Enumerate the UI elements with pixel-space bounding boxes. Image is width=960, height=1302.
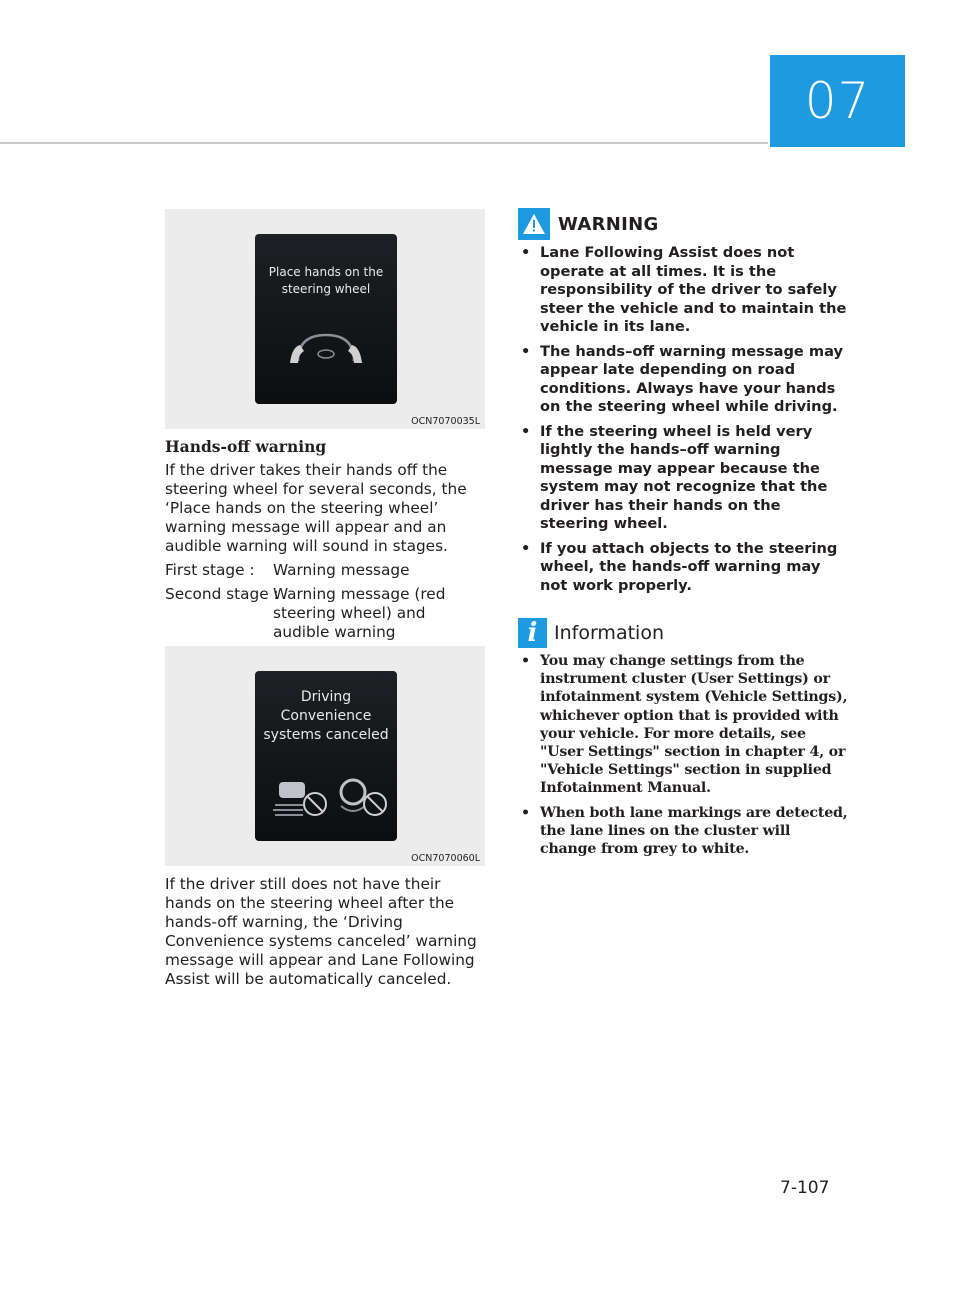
warning-list (518, 244, 848, 601)
information-list (518, 652, 848, 864)
stage-value: Warning message (273, 561, 410, 579)
information-header (518, 617, 664, 649)
figure-hands-on-warning (165, 209, 485, 429)
warning-header (518, 208, 659, 240)
cluster-screen (255, 234, 397, 404)
car-disabled-icon (273, 776, 329, 820)
hands-on-wheel-icon (286, 329, 366, 369)
chapter-tab: 07 (770, 55, 905, 147)
warning-title: WARNING (558, 213, 659, 235)
information-item: • When both lane markings are detected, the lane lines on the cluster will change from grey to white. (518, 804, 848, 859)
figure-systems-canceled (165, 646, 485, 866)
stage-label: First stage : (165, 561, 255, 579)
cluster-message: Place hands on the steering wheel (268, 265, 384, 296)
warning-item: • The hands–off warning message may appear late depending on road conditions. Always have your hands on the steering wheel while driving. (518, 343, 848, 417)
stage-value: Warning message (red steering wheel) and audible warning (273, 585, 446, 641)
warning-item: • If you attach objects to the steering wheel, the hands-off warning may not work properly. (518, 540, 848, 596)
cluster-screen (255, 671, 397, 841)
paragraph: If the driver still does not have their hands on the steering wheel after the hands-off warning, the ‘Driving Convenience systems canceled’ warning message will appear and Lane Following Assist will be automatically canceled. (165, 875, 477, 988)
figure-code: OCN7070035L (411, 416, 480, 427)
warning-item: • Lane Following Assist does not operate at all times. It is the responsibility of the driver to safely steer the vehicle and to maintain the vehicle in its lane. (518, 244, 848, 337)
warning-item: • If the steering wheel is held very lightly the hands–off warning message may appear because the system may not recognize that the driver has their hands on the steering wheel. (518, 423, 848, 534)
page-number: 7-107 (780, 1178, 830, 1198)
steering-disabled-icon (335, 776, 391, 820)
figure-code: OCN7070060L (411, 853, 480, 864)
paragraph: If the driver takes their hands off the steering wheel for several seconds, the ‘Place hands on the steering wheel’ warning message will appear and an audible warning will sound in stages. (165, 461, 467, 555)
header-rule (0, 142, 768, 144)
info-icon: i (518, 618, 547, 648)
warning-triangle-icon (518, 208, 550, 240)
information-title: Information (554, 622, 664, 644)
cluster-message: Driving Convenience systems canceled (263, 689, 389, 743)
stage-label: Second stage : (165, 585, 279, 603)
information-item: • You may change settings from the instrument cluster (User Settings) or infotainment system (Vehicle Settings), whichever option that is provided with your vehicle. For more details, see "User Settings" section in chapter 4, or "Vehicle Settings" section in supplied Infotainment Manual. (518, 652, 848, 798)
section-heading: Hands-off warning (165, 437, 327, 456)
